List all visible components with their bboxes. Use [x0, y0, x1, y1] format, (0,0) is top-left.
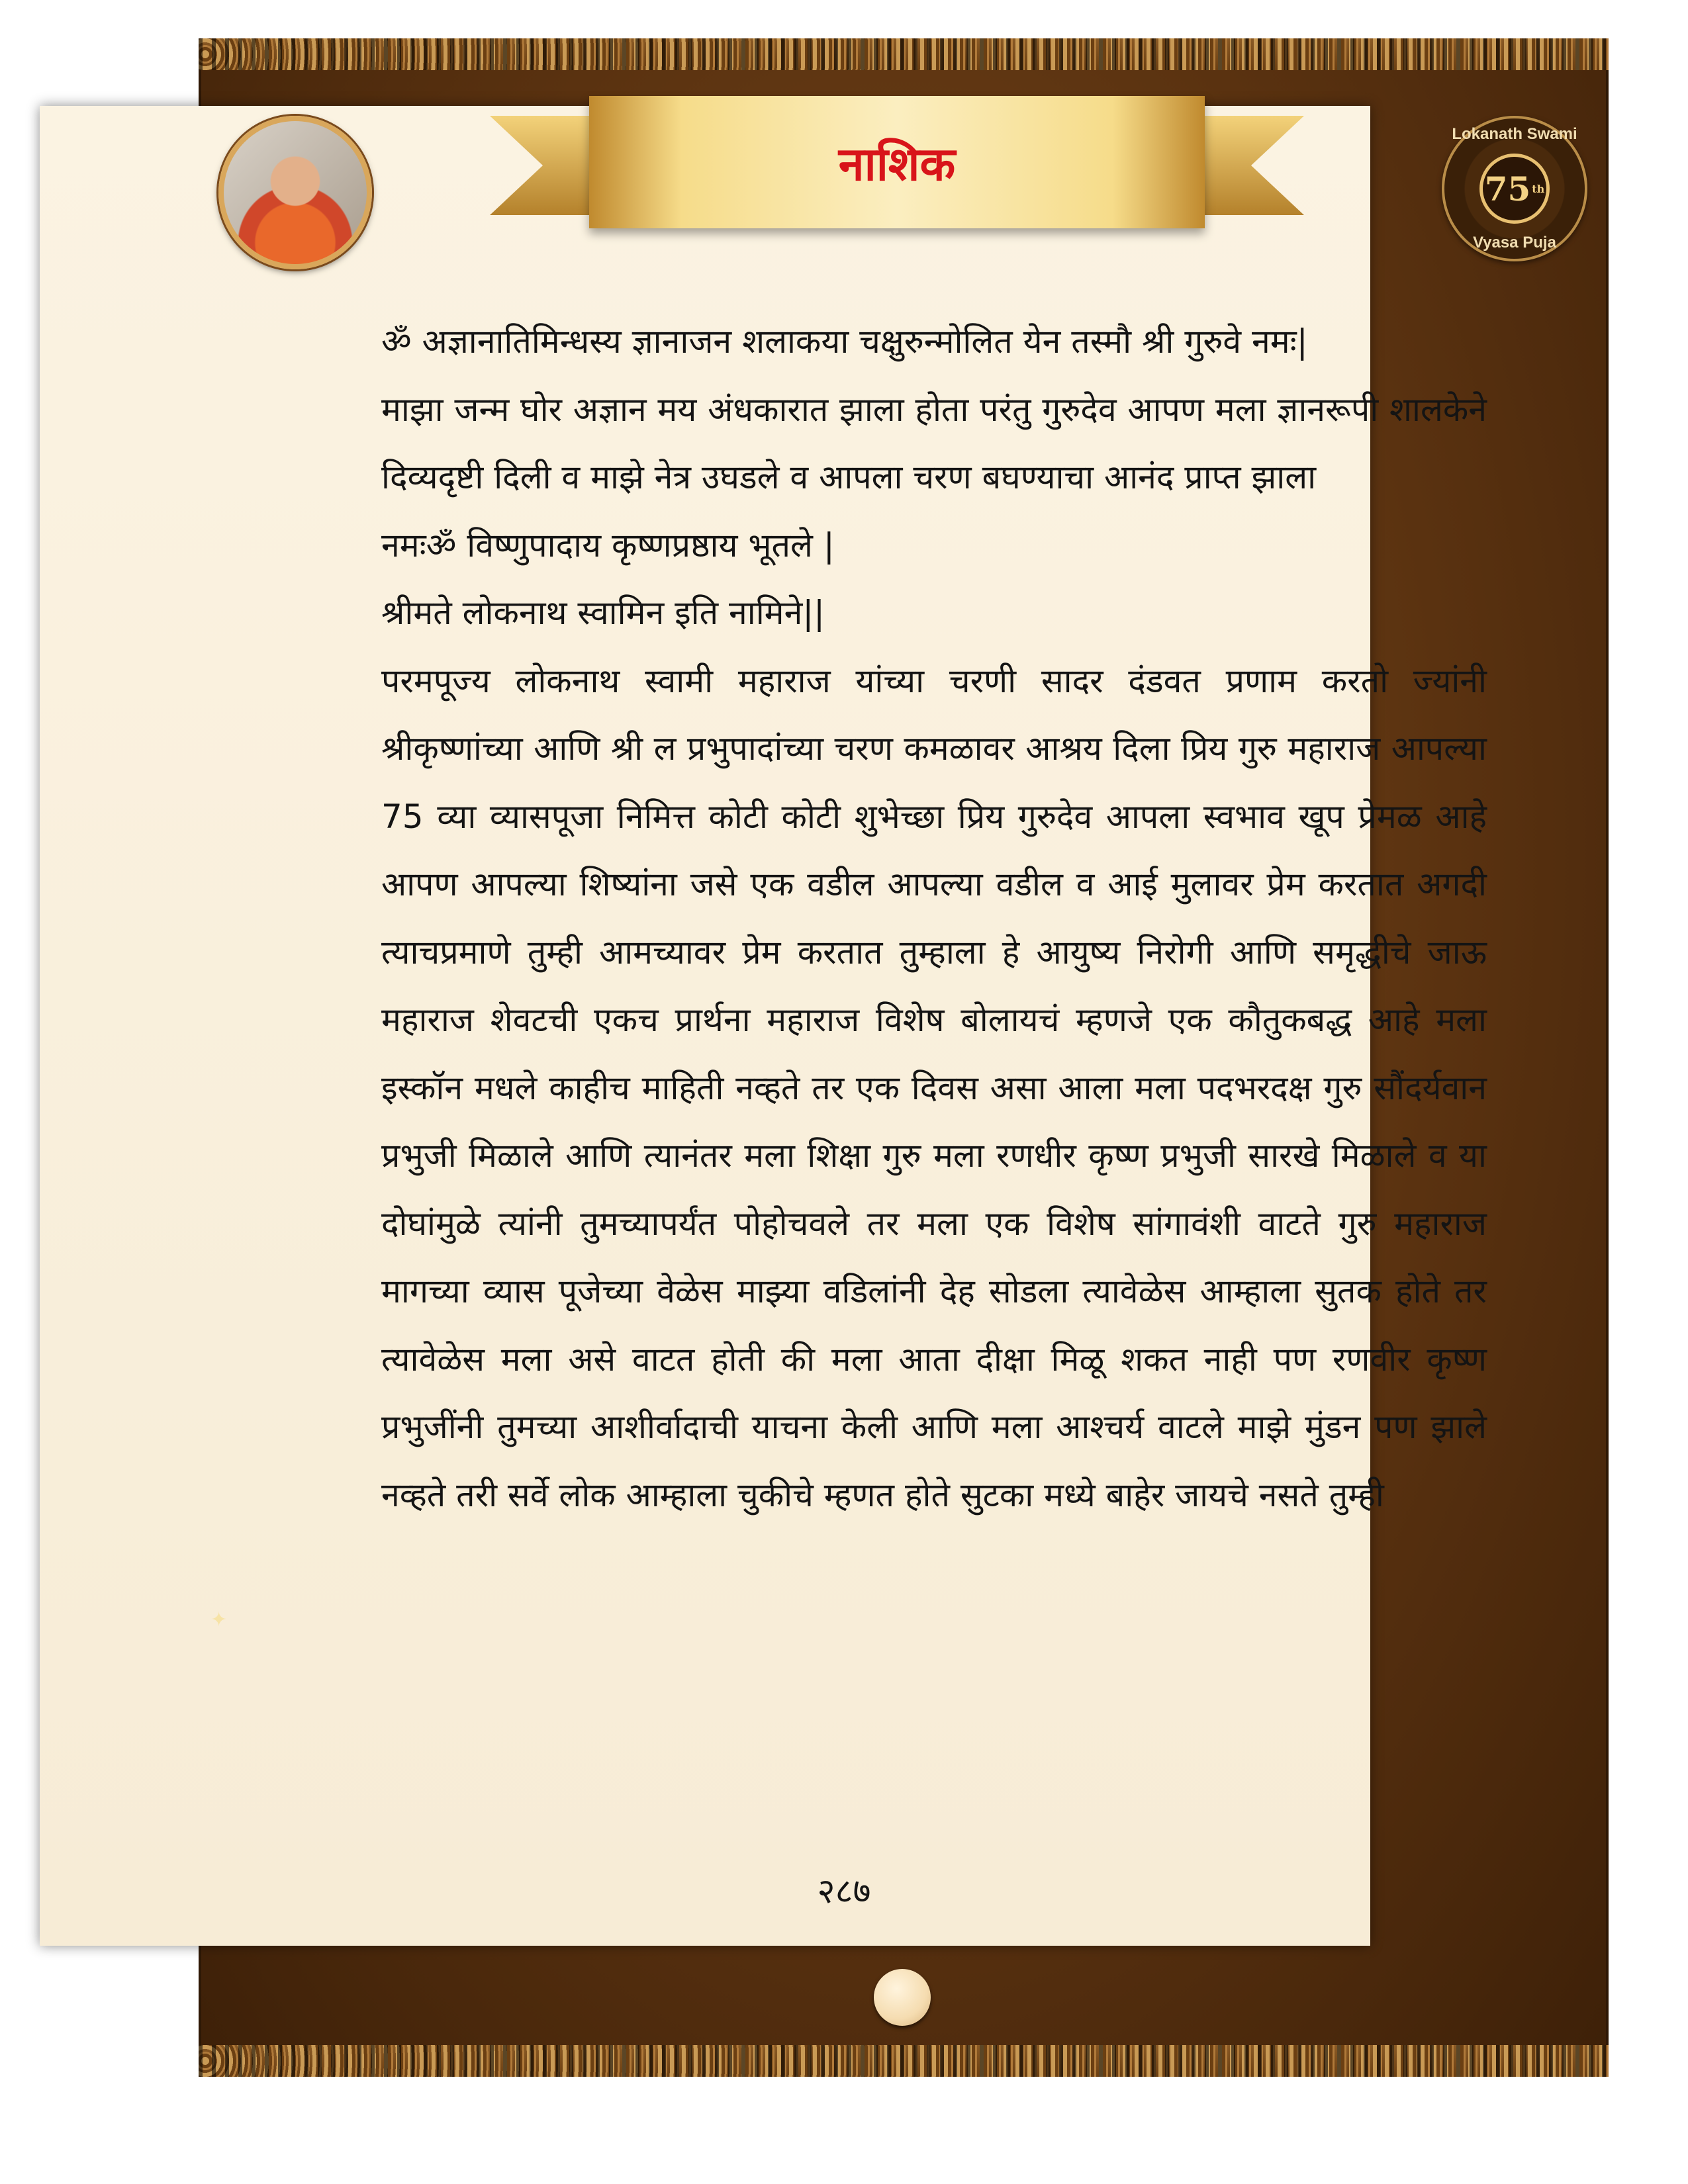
article-body — [381, 308, 1487, 1529]
pranam-line-2: श्रीमते लोकनाथ स्वामिन इति नामिने|| — [381, 594, 825, 632]
ribbon-banner — [589, 96, 1205, 228]
badge-number: 75 th — [1479, 154, 1550, 224]
page-title: नाशिक — [838, 137, 956, 191]
badge-bottom-text: Vyasa Puja — [1473, 234, 1556, 251]
invocation-line: ॐ अज्ञानातिमिन्धस्य ज्ञानाजन शलाकया चक्षुरुन्मोलित येन तस्मौ श्री गुरुवे नमः| — [381, 322, 1308, 361]
title-ribbon — [490, 96, 1304, 248]
vyasa-puja-75-badge — [1442, 116, 1587, 261]
guru-portrait — [218, 116, 372, 269]
top-ornamental-border — [199, 38, 1609, 70]
paragraph-main: परमपूज्य लोकनाथ स्वामी महाराज यांच्या चरणी सादर दंडवत प्रणाम करतो ज्यांनी श्रीकृष्णांच्या आणि श्री ल प्रभुपादांच्या चरण कमळावर आश्रय दिला प्रिय गुरु महाराज आपल्या 75 व्या व्यासपूजा निमित्त कोटी कोटी शुभेच्छा प्रिय गुरुदेव आपला स्वभाव खूप प्रेमळ आहे आपण आपल्या शिष्यांना जसे एक वडील आपल्या वडील व आई मुलावर प्रेम करतात अगदी त्याचप्रमाणे तुम्ही आमच्यावर प्रेम करतात तुम्हाला हे आयुष्य निरोगी आणि समृद्धीचे जाऊ महाराज शेवटची एकच प्रार्थना महाराज विशेष बोलायचं म्हणजे एक कौतुकबद्ध आहे मला इस्कॉन मधले काहीच माहिती नव्हते तर एक दिवस असा आला मला पदभरदक्ष गुरु सौंदर्यवान प्रभुजी मिळाले आणि त्यानंतर मला शिक्षा गुरु मला रणधीर कृष्ण प्रभुजी सारखे मिळाले व या दोघांमुळे त्यांनी तुमच्यापर्यंत पोहोचवले तर मला एक विशेष सांगावंशी वाटते गुरु महाराज मागच्या व्यास पूजेच्या वेळेस माझ्या वडिलांनी देह सोडला त्यावेळेस आम्हाला सुतक होते तर त्यावेळेस मला असे वाटत होती की मला आता दीक्षा मिळू शकत नाही पण रणवीर कृष्ण प्रभुजींनी तुमच्या आशीर्वादाची याचना केली आणि मला आश्चर्य वाटले माझे मुंडन पण झाले नव्हते तरी सर्वे लोक आम्हाला चुकीचे म्हणत होते सुटका मध्ये बाहेर जायचे नसते तुम्ही — [381, 661, 1487, 1514]
badge-top-text: Lokanath Swami — [1452, 125, 1577, 143]
sparkle-icon: ✦ — [211, 1608, 228, 1631]
paragraph-intro: माझा जन्म घोर अज्ञान मय अंधकारात झाला होता परंतु गुरुदेव आपण मला ज्ञानरूपी शालकेने दिव्यदृष्टी दिली व माझे नेत्र उघडले व आपला चरण बघण्याचा आनंद प्राप्त झाला — [381, 390, 1487, 496]
decorative-knob — [874, 1969, 931, 2026]
bottom-ornamental-border — [199, 2045, 1609, 2077]
pranam-line-1: नमःॐ विष्णुपादाय कृष्णप्रष्ठाय भूतले | — [381, 525, 835, 565]
page-number: २८७ — [817, 1872, 871, 1911]
